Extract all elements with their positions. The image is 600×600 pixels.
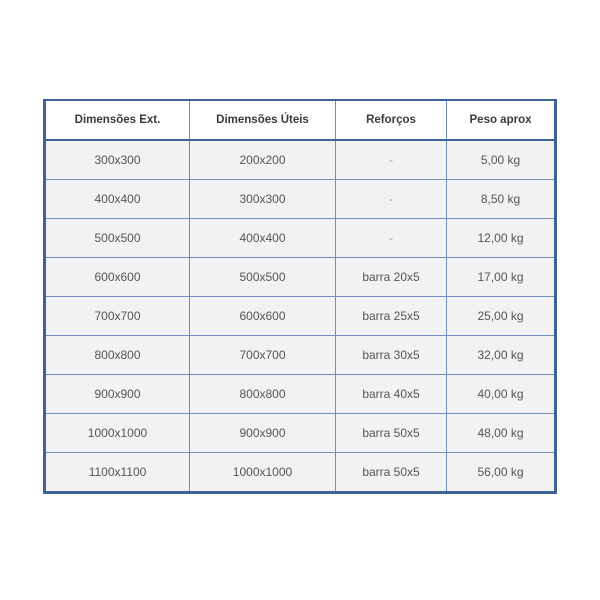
cell-useful-dimensions: 900x900: [190, 414, 336, 453]
cell-approx-weight: 25,00 kg: [447, 297, 556, 336]
header-external-dimensions: Dimensões Ext.: [45, 100, 190, 140]
specs-table: [43, 99, 557, 494]
cell-useful-dimensions: 800x800: [190, 375, 336, 414]
cell-approx-weight: 8,50 kg: [447, 180, 556, 219]
cell-external-dimensions: 900x900: [45, 375, 190, 414]
cell-reinforcements: barra 30x5: [336, 336, 447, 375]
cell-reinforcements: barra 50x5: [336, 414, 447, 453]
table-row: [45, 219, 556, 258]
cell-approx-weight: 17,00 kg: [447, 258, 556, 297]
cell-useful-dimensions: 1000x1000: [190, 453, 336, 493]
cell-useful-dimensions: 200x200: [190, 140, 336, 180]
table-header-row: [45, 100, 556, 140]
cell-external-dimensions: 300x300: [45, 140, 190, 180]
cell-reinforcements: -: [336, 180, 447, 219]
header-reinforcements: Reforços: [336, 100, 447, 140]
table-row: [45, 453, 556, 493]
cell-approx-weight: 32,00 kg: [447, 336, 556, 375]
table-row: [45, 336, 556, 375]
cell-approx-weight: 40,00 kg: [447, 375, 556, 414]
table-row: [45, 297, 556, 336]
cell-external-dimensions: 800x800: [45, 336, 190, 375]
cell-useful-dimensions: 300x300: [190, 180, 336, 219]
cell-external-dimensions: 1100x1100: [45, 453, 190, 493]
table-row: [45, 375, 556, 414]
cell-reinforcements: barra 25x5: [336, 297, 447, 336]
table-row: [45, 140, 556, 180]
header-approx-weight: Peso aprox: [447, 100, 556, 140]
cell-approx-weight: 56,00 kg: [447, 453, 556, 493]
cell-reinforcements: -: [336, 219, 447, 258]
cell-reinforcements: barra 20x5: [336, 258, 447, 297]
table-row: [45, 258, 556, 297]
cell-useful-dimensions: 500x500: [190, 258, 336, 297]
cell-external-dimensions: 400x400: [45, 180, 190, 219]
cell-reinforcements: -: [336, 140, 447, 180]
cell-reinforcements: barra 40x5: [336, 375, 447, 414]
cell-approx-weight: 5,00 kg: [447, 140, 556, 180]
specs-table-container: [43, 99, 554, 494]
cell-reinforcements: barra 50x5: [336, 453, 447, 493]
cell-useful-dimensions: 600x600: [190, 297, 336, 336]
cell-useful-dimensions: 400x400: [190, 219, 336, 258]
cell-external-dimensions: 600x600: [45, 258, 190, 297]
cell-approx-weight: 12,00 kg: [447, 219, 556, 258]
table-row: [45, 180, 556, 219]
header-useful-dimensions: Dimensões Úteis: [190, 100, 336, 140]
table-row: [45, 414, 556, 453]
cell-external-dimensions: 1000x1000: [45, 414, 190, 453]
cell-useful-dimensions: 700x700: [190, 336, 336, 375]
cell-external-dimensions: 500x500: [45, 219, 190, 258]
cell-approx-weight: 48,00 kg: [447, 414, 556, 453]
cell-external-dimensions: 700x700: [45, 297, 190, 336]
